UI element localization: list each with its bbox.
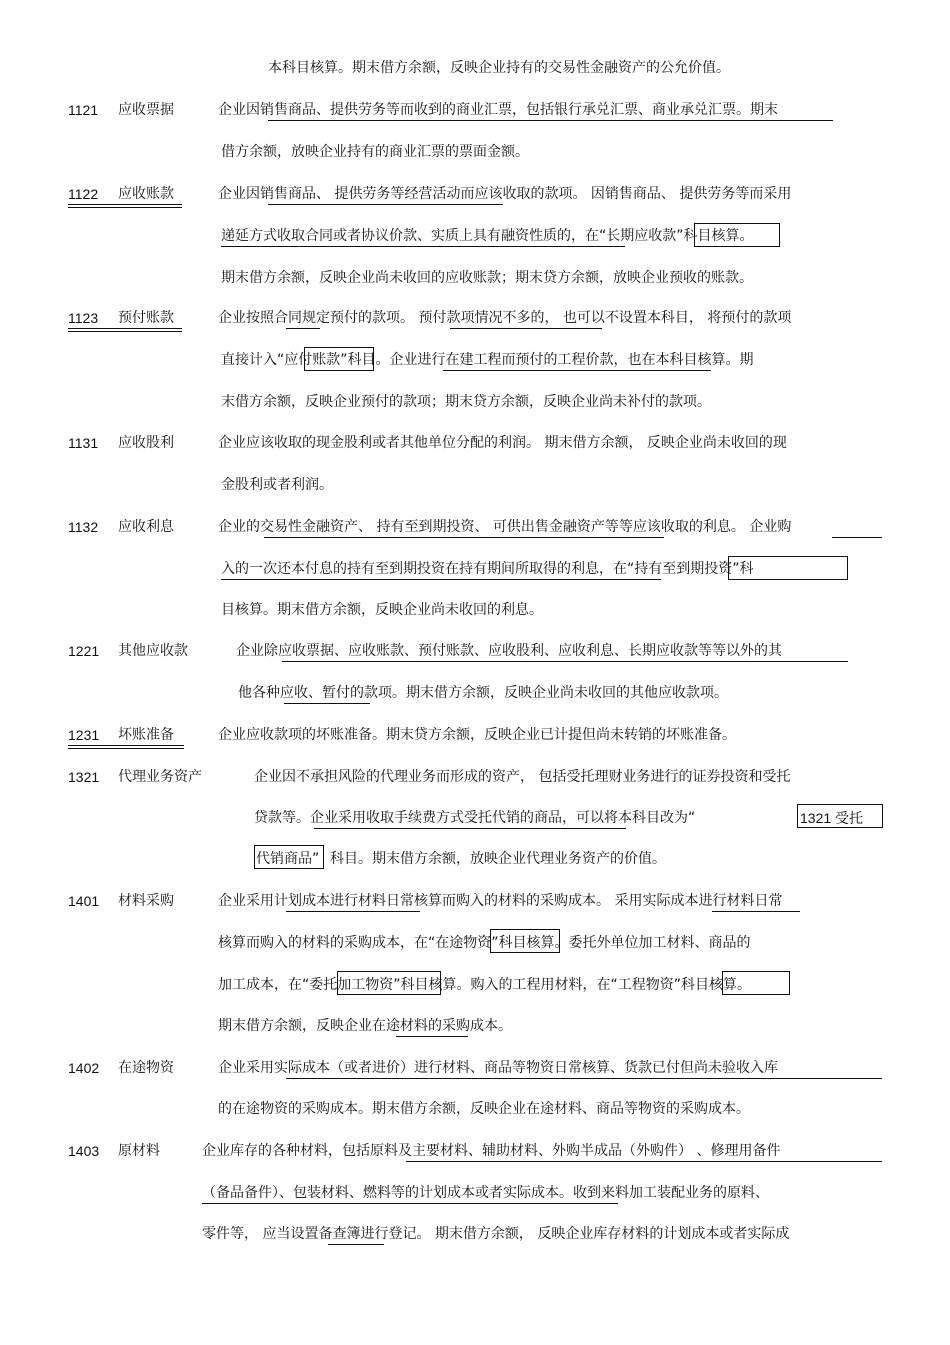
boxed-term bbox=[728, 556, 848, 580]
account-code: 1131 bbox=[68, 435, 99, 451]
account-name: 原材料 bbox=[118, 1143, 160, 1159]
text-line: 贷款等。企业采用收取手续费方式受托代销的商品，可以将本科目改为“ bbox=[254, 810, 696, 826]
underline bbox=[282, 661, 848, 662]
account-code: 1122 bbox=[68, 186, 99, 202]
account-name: 应收股利 bbox=[118, 435, 174, 451]
boxed-term bbox=[722, 971, 790, 995]
account-code: 1403 bbox=[68, 1143, 100, 1159]
boxed-term bbox=[490, 929, 560, 953]
underline bbox=[832, 537, 882, 538]
underline bbox=[396, 1036, 468, 1037]
account-code: 1121 bbox=[68, 102, 99, 118]
text-line: 期末借方余额，反映企业尚未收回的应收账款；期末贷方余额，放映企业预收的账款。 bbox=[221, 270, 753, 286]
text-line: 企业按照合同规定预付的款项。 预付款项情况不多的， 也可以不设置本科目， 将预付的款项 bbox=[218, 310, 792, 326]
account-code: 1221 bbox=[68, 643, 100, 659]
text-line: 核算而购入的材料的采购成本，在“在途物资”科目核算。委托外单位加工材料、商品的 bbox=[218, 935, 751, 951]
underline bbox=[286, 1078, 882, 1079]
text-line: 入的一次还本付息的持有至到期投资在持有期间所取得的利息，在“持有至到期投资”科 bbox=[221, 561, 754, 577]
underline bbox=[314, 828, 626, 829]
text-line: 企业应该收取的现金股利或者其他单位分配的利润。 期末借方余额， 反映企业尚未收回的现 bbox=[218, 435, 787, 451]
double-underline bbox=[68, 745, 184, 749]
text-line: 企业采用实际成本（或者进价）进行材料、商品等物资日常核算、货款已付但尚未验收入库 bbox=[218, 1060, 778, 1076]
boxed-term bbox=[694, 223, 780, 247]
account-code: 1401 bbox=[68, 893, 100, 909]
account-name: 材料采购 bbox=[118, 893, 174, 909]
text-line: 科目。期末借方余额，放映企业代理业务资产的价值。 bbox=[330, 851, 666, 867]
text-line: 借方余额，放映企业持有的商业汇票的票面金额。 bbox=[221, 144, 529, 160]
account-name: 应收利息 bbox=[118, 519, 174, 535]
text-line: 的在途物资的采购成本。期末借方余额，反映企业在途材料、商品等物资的采购成本。 bbox=[218, 1101, 750, 1117]
boxed-term bbox=[337, 971, 441, 995]
account-code: 1132 bbox=[68, 519, 99, 535]
text-line: 金股利或者利润。 bbox=[221, 477, 333, 493]
text-line: 代销商品” bbox=[256, 851, 320, 867]
underline bbox=[286, 328, 320, 329]
account-name: 在途物资 bbox=[118, 1060, 174, 1076]
text-line: 企业因不承担风险的代理业务而形成的资产， 包括受托理财业务进行的证券投资和受托 bbox=[254, 769, 791, 785]
underline bbox=[286, 911, 420, 912]
text-line: 末借方余额，反映企业预付的款项；期末贷方余额，反映企业尚未补付的款项。 bbox=[221, 394, 711, 410]
account-name: 应收账款 bbox=[118, 186, 174, 202]
underline bbox=[284, 703, 370, 704]
text-line: 零件等， 应当设置备查簿进行登记。 期末借方余额， 反映企业库存材料的计划成本或者实际成 bbox=[202, 1226, 790, 1242]
text-line: 期末借方余额，反映企业在途材料的采购成本。 bbox=[218, 1018, 512, 1034]
text-line: 企业因销售商品、提供劳务等而收到的商业汇票，包括银行承兑汇票、商业承兑汇票。期末 bbox=[218, 102, 778, 118]
account-name: 坏账准备 bbox=[118, 727, 174, 743]
underline bbox=[268, 204, 503, 205]
text-line: 加工成本，在“委托加工物资”科目核算。购入的工程用材料，在“工程物资”科目核算。 bbox=[218, 977, 752, 993]
account-name: 应收票据 bbox=[118, 102, 174, 118]
text-line: 企业库存的各种材料，包括原料及主要材料、辅助材料、外购半成品（外购件） 、修理用备件 bbox=[202, 1143, 781, 1159]
text-line: 企业除应收票据、应收账款、预付账款、应收股利、应收利息、长期应收款等等以外的其 bbox=[236, 643, 782, 659]
underline bbox=[406, 1161, 882, 1162]
text-line: 递延方式收取合同或者协议价款、实质上具有融资性质的，在“长期应收款”科目核算。 bbox=[221, 228, 754, 244]
text-line: 企业的交易性金融资产、 持有至到期投资、 可供出售金融资产等等应该收取的利息。 企业购 bbox=[218, 519, 792, 535]
account-name: 代理业务资产 bbox=[118, 769, 202, 785]
account-code: 1123 bbox=[68, 310, 99, 326]
text-line: 目核算。期末借方余额，反映企业尚未收回的利息。 bbox=[221, 602, 543, 618]
text-line: 1321 受托 bbox=[800, 810, 864, 826]
account-name: 预付账款 bbox=[118, 310, 174, 326]
text-line: 企业应收款项的坏账准备。期末贷方余额，反映企业已计提但尚未转销的坏账准备。 bbox=[218, 727, 736, 743]
account-code: 1321 bbox=[68, 769, 100, 785]
text-line: 企业因销售商品、 提供劳务等经营活动而应该收取的款项。 因销售商品、 提供劳务等而采用 bbox=[218, 186, 792, 202]
underline bbox=[221, 579, 661, 580]
underline bbox=[450, 328, 602, 329]
account-name: 其他应收款 bbox=[118, 643, 188, 659]
underline bbox=[268, 120, 833, 121]
text-line: 他各种应收、暂付的款项。期末借方余额，反映企业尚未收回的其他应收款项。 bbox=[238, 685, 728, 701]
underline bbox=[328, 1244, 384, 1245]
double-underline bbox=[68, 328, 182, 332]
underline bbox=[712, 911, 800, 912]
text-line: 本科目核算。期末借方余额，反映企业持有的交易性金融资产的公允价值。 bbox=[268, 60, 730, 76]
account-code: 1231 bbox=[68, 727, 100, 743]
underline bbox=[202, 1203, 618, 1204]
underline bbox=[264, 537, 664, 538]
underline bbox=[221, 246, 625, 247]
text-line: 企业采用计划成本进行材料日常核算而购入的材料的采购成本。 采用实际成本进行材料日常 bbox=[218, 893, 783, 909]
account-code: 1402 bbox=[68, 1060, 100, 1076]
double-underline bbox=[68, 204, 182, 208]
text-line: 直接计入“应付账款”科目。企业进行在建工程而预付的工程价款，也在本科目核算。期 bbox=[221, 352, 754, 368]
boxed-term bbox=[304, 347, 374, 371]
underline bbox=[443, 370, 711, 371]
text-line: （备品备件）、包装材料、燃料等的计划成本或者实际成本。收到来料加工装配业务的原料、 bbox=[202, 1185, 769, 1201]
